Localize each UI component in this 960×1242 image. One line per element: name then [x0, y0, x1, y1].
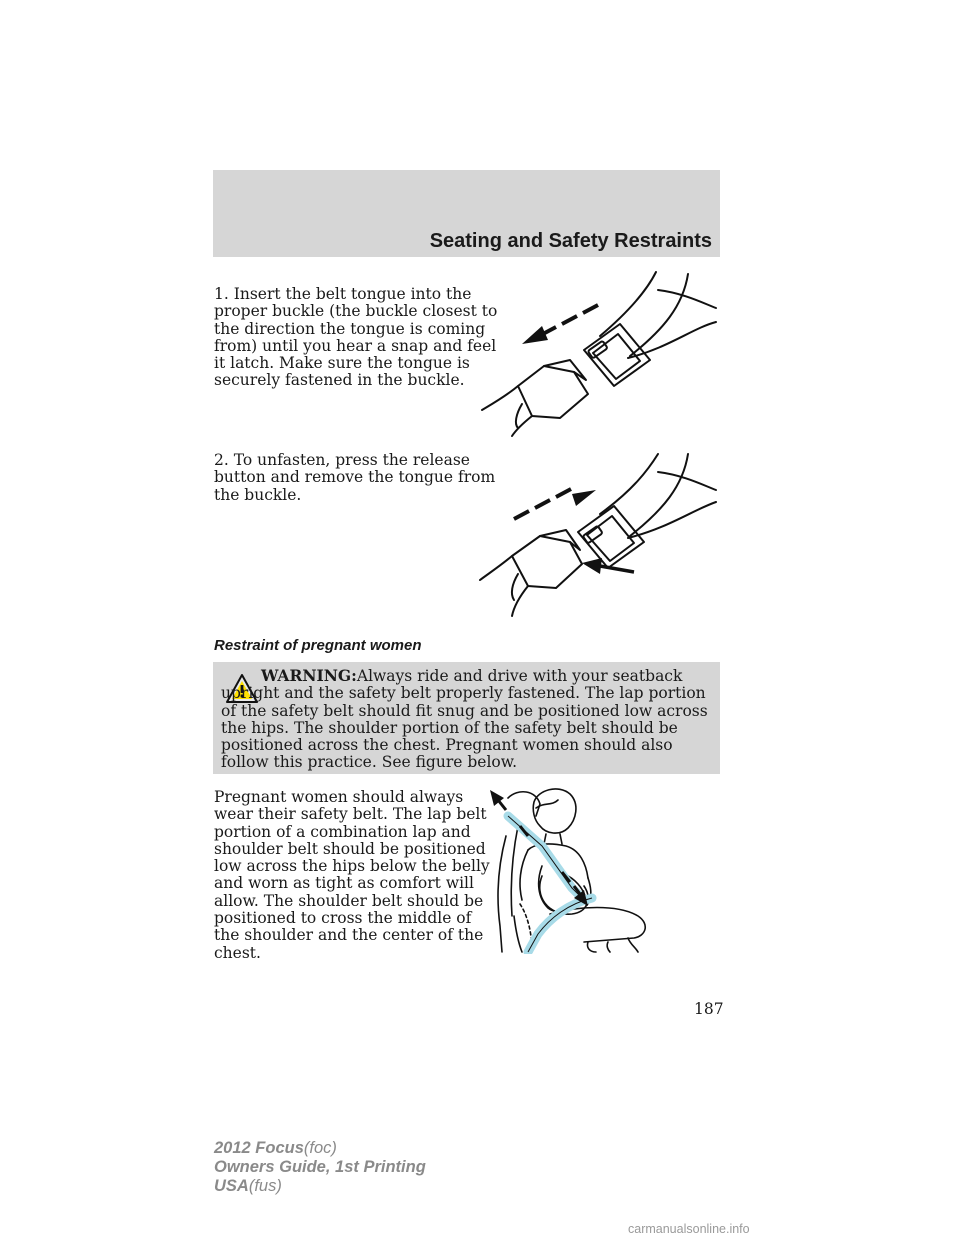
belt-release-illustration — [478, 450, 723, 620]
warning-text — [221, 667, 713, 772]
pregnant-women-text: Pregnant women should always wear their safety belt. The lap belt portion of a combination lap and shoulder belt should be positioned low across the hips below the belly and worn as tight as comfort will allow. The shoulder belt should be positioned to cross the middle of the shoulder and the center of the chest. — [214, 788, 490, 962]
warning-label: WARNING: — [261, 666, 357, 685]
step-2-text: 2. To unfasten, press the release button and remove the tongue from the buckle. — [214, 451, 496, 504]
pregnant-woman-belt-illustration — [488, 786, 658, 954]
warning-box — [213, 662, 720, 774]
page-number: 187 — [694, 1000, 724, 1018]
subheading-pregnant-women: Restraint of pregnant women — [214, 637, 422, 654]
watermark-text: carmanualsonline.info — [628, 1222, 750, 1236]
section-title: Seating and Safety Restraints — [429, 230, 712, 252]
step-1-text: 1. Insert the belt tongue into the proper buckle (the buckle closest to the direction the tongue is coming from) until you hear a snap and feel it latch. Make sure the tongue is securely fastened in the buckle. — [214, 285, 498, 390]
warning-body: Always ride and drive with your seatback upright and the safety belt properly fastened. The lap portion of the safety belt should fit snug and be positioned low across the hips. The shoulder portion of the safety belt should be positioned across the chest. Pregnant women should also follow this practice. See figure below. — [221, 667, 708, 772]
belt-fasten-illustration — [478, 268, 723, 438]
footer-edition-info: 2012 Focus(foc) Owners Guide, 1st Printing USA(fus) — [214, 1139, 426, 1195]
section-header-band — [213, 170, 720, 257]
